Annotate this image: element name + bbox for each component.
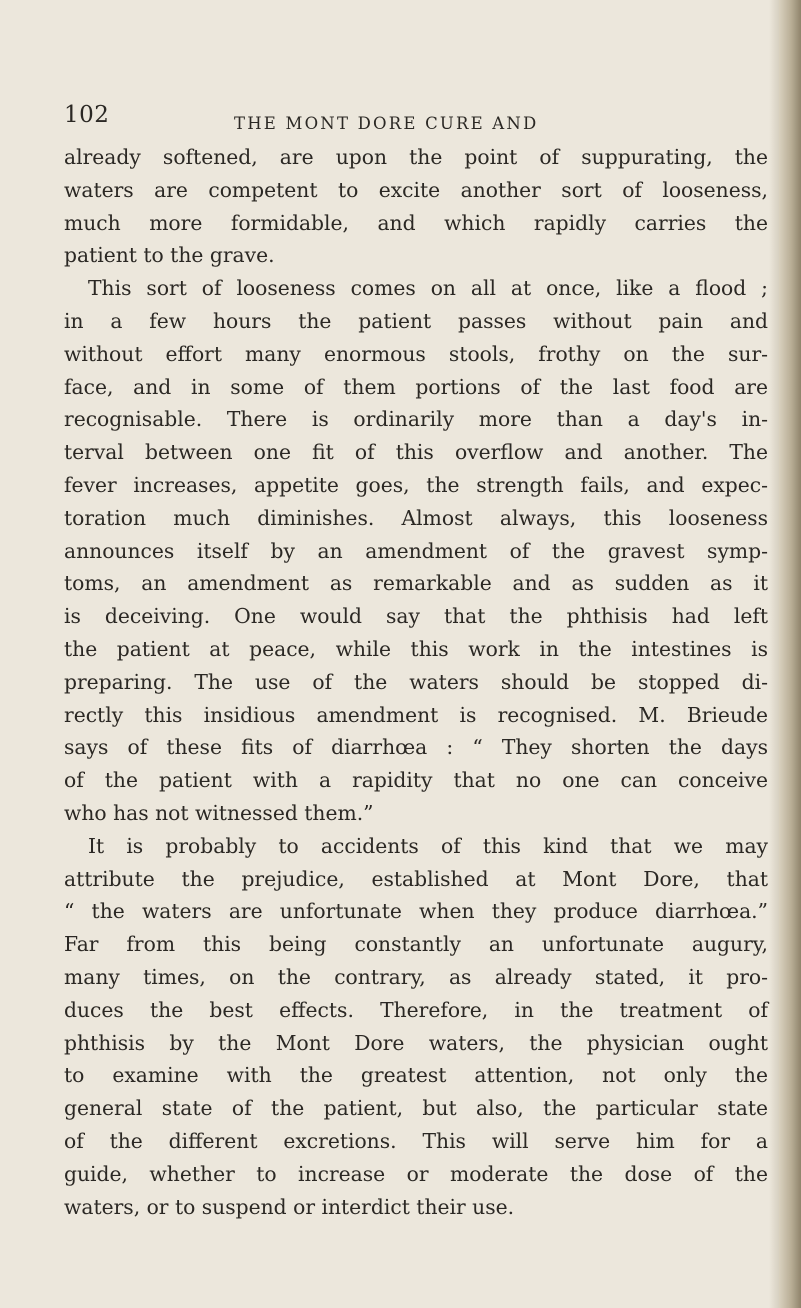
text-line: to examine with the greatest attention, not only the [64,1063,768,1088]
text-line: who has not witnessed them.” [64,800,374,825]
text-line: many times, on the contrary, as already stated, it pro- [64,964,768,989]
text-line: toms, an amendment as remarkable and as sudden as it [64,571,768,596]
text-line: rectly this insidious amendment is recognised. M. Brieude [64,702,768,727]
text-line: waters are competent to excite another sort of looseness, [64,177,768,202]
text-line: This sort of looseness comes on all at once, like a flood ; [88,276,768,301]
text-line: toration much diminishes. Almost always, this looseness [64,505,768,530]
text-line: duces the best effects. Therefore, in the treatment of [64,997,768,1022]
running-title: THE MONT DORE CURE AND [234,114,539,133]
paragraph-3 [64,830,768,1224]
text-line: attribute the prejudice, established at Mont Dore, that [64,866,768,891]
text-line: announces itself by an amendment of the gravest symp- [64,538,768,563]
paragraph-2 [64,272,768,830]
text-line: without effort many enormous stools, frothy on the sur- [64,341,768,366]
text-line: of the different excretions. This will serve him for a [64,1128,768,1153]
text-line: “ the waters are unfortunate when they produce diarrhœa.” [64,899,768,924]
text-line: patient to the grave. [64,243,275,268]
text-line: in a few hours the patient passes without pain and [64,308,768,333]
text-line: preparing. The use of the waters should be stopped di- [64,669,768,694]
text-line: waters, or to suspend or interdict their use. [64,1194,515,1219]
paragraph-1 [64,141,768,272]
text-line: general state of the patient, but also, the particular state [64,1096,768,1121]
text-line: Far from this being constantly an unfortunate augury, [64,932,768,957]
page-number: 102 [64,102,110,128]
text-line: terval between one fit of this overflow and another. The [64,440,768,465]
text-line: is deceiving. One would say that the phthisis had left [64,604,768,629]
text-line: face, and in some of them portions of the last food are [64,374,768,399]
text-line: recognisable. There is ordinarily more than a day's in- [64,407,768,432]
page-edge-shadow [779,0,801,1308]
body-text [64,141,768,1223]
text-line: says of these fits of diarrhœa : “ They shorten the days [64,735,768,760]
page-header [64,92,764,132]
text-line: the patient at peace, while this work in the intestines is [64,636,768,661]
text-line: of the patient with a rapidity that no one can conceive [64,768,768,793]
text-line: phthisis by the Mont Dore waters, the physician ought [64,1030,768,1055]
text-line: It is probably to accidents of this kind that we may [88,833,768,858]
text-line: much more formidable, and which rapidly carries the [64,210,768,235]
text-line: fever increases, appetite goes, the strength fails, and expec- [64,472,768,497]
text-line: guide, whether to increase or moderate the dose of the [64,1161,768,1186]
text-line: already softened, are upon the point of suppurating, the [64,145,768,169]
